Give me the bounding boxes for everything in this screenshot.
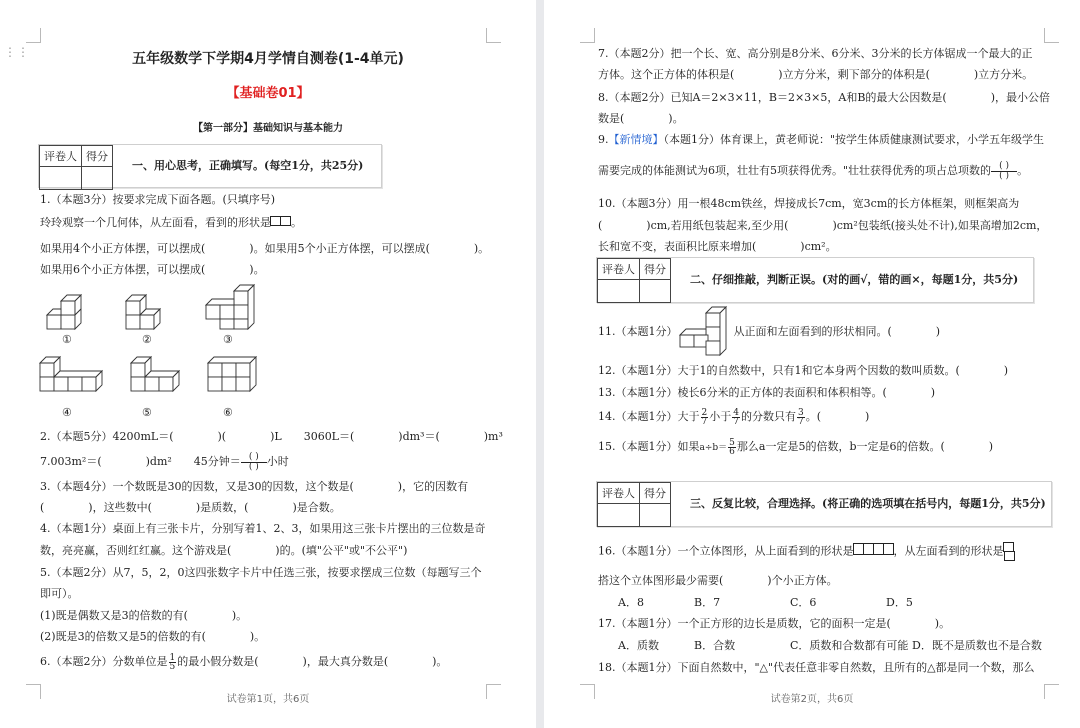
q3-line-2: ( )，这些数中( )是质数，( )是合数。 <box>40 501 341 514</box>
drag-handle-icon[interactable]: ⋮⋮ <box>4 45 30 59</box>
q1-text: 1.（本题3分）按要求完成下面各题。(只填序号) <box>40 193 276 206</box>
grader-label: 评卷人 <box>598 483 640 504</box>
q4-line-2: 数，亮亮赢，否则红红赢。这个游戏是( )的。(填"公平"或"不公平") <box>40 544 408 557</box>
left-view-shape-icon <box>1004 542 1015 561</box>
q13-line: 13.（本题1分）棱长6分米的正方体的表面积和体积相等。( ) <box>598 386 936 399</box>
crop-mark <box>1044 28 1059 43</box>
q18-line: 18.（本题1分）下面自然数中，"△"代表任意非零自然数，且所有的△都是同一个数，那么 <box>598 661 1035 674</box>
q11-cubes-icon <box>680 305 740 355</box>
q5-line-2: 即可）。 <box>40 587 79 600</box>
figure-label: ③ <box>223 333 233 346</box>
option-b[interactable]: B．合数 <box>694 639 736 652</box>
q2-line-2: 7.003m²＝( )dm² 45分钟＝ ( ) ( ) 小时 <box>40 451 289 472</box>
q12-line: 12.（本题1分）大于1的自然数中，只有1和它本身两个因数的数叫质数。( ) <box>598 364 1009 377</box>
score-label: 得分 <box>82 146 113 167</box>
option-b[interactable]: B．7 <box>694 596 721 609</box>
page-title: 五年级数学下学期4月学情自测卷(1-4单元) <box>132 51 404 67</box>
page-footer: 试卷第1页，共6页 <box>226 694 310 705</box>
section-3-title: 三、反复比较，合理选择。(将正确的选项填在括号内，每题1分，共5分) <box>690 497 1046 510</box>
crop-mark <box>580 28 595 43</box>
q15-line: 15.（本题1分）如果a÷b＝ $\frac{5}{6}$ 那么a一定是5的倍数，b一定是6的倍数。( ) <box>598 437 994 457</box>
page-2 <box>544 0 1080 728</box>
page-footer: 试卷第2页，共6页 <box>770 694 854 705</box>
option-c[interactable]: C．6 <box>790 596 817 609</box>
figure-label: ② <box>142 333 152 346</box>
option-d[interactable]: D．既不是质数也不是合数 <box>912 639 1042 652</box>
figure-label: ④ <box>62 406 72 419</box>
cube-figures <box>0 285 536 415</box>
q9-line-2: 需要完成的体能测试为6项，壮壮有5项获得优秀。"壮壮获得优秀的项占总项数的 ( ) ( ) 。 <box>598 160 1029 181</box>
page-1 <box>0 0 536 728</box>
q14-line: 14.（本题1分）大于 $\frac{2}{7}$ 小于 $\frac{4}{7}$ 的分数只有 $\frac{3}{7}$ 。( ) <box>598 407 870 427</box>
q10-line-3: 长和宽不变，表面积比原来增加( )cm²。 <box>598 240 837 253</box>
option-a[interactable]: A．质数 <box>618 639 659 652</box>
section-2-title: 二、仔细推敲，判断正误。(对的画√，错的画×，每题1分，共5分) <box>690 273 1019 286</box>
q7-line-2: 方体。这个正方体的体积是( )立方分米，剩下部分的体积是( )立方分米。 <box>598 68 1034 81</box>
score-label: 得分 <box>640 259 671 280</box>
figure-label: ⑤ <box>142 406 152 419</box>
score-label: 得分 <box>640 483 671 504</box>
figure-label: ① <box>62 333 72 346</box>
crop-mark <box>486 28 501 43</box>
q17-line: 17.（本题1分）一个正方形的边长是质数，它的面积一定是( )。 <box>598 617 951 630</box>
option-d[interactable]: D．5 <box>886 596 913 609</box>
grader-table <box>39 145 113 190</box>
new-context-tag: 【新情境】 <box>608 133 664 146</box>
q8-line-2: 数是( )。 <box>598 112 684 125</box>
grader-label: 评卷人 <box>598 259 640 280</box>
q6-line: 6.（本题2分）分数单位是 $\frac{1}{5}$ 的最小假分数是( )，最大真分数是( )。 <box>40 652 448 672</box>
grader-table <box>597 258 671 303</box>
q9-line-1: 9.【新情境】（本题1分）体育课上，黄老师说："按学生体质健康测试要求，小学五年级学生 <box>598 133 1045 146</box>
q3-line-1: 3.（本题4分）一个数既是30的因数，又是30的因数，这个数是( )，它的因数有 <box>40 480 469 493</box>
subtitle: 【基础卷01】 <box>226 86 310 101</box>
section-1-title: 一、用心思考，正确填写。(每空1分，共25分) <box>132 159 364 172</box>
score-cell[interactable] <box>82 167 113 190</box>
q16-line-1: 16.（本题1分）一个立体图形，从上面看到的形状是 ，从左面看到的形状是 <box>598 542 1015 561</box>
figure-label: ⑥ <box>223 406 233 419</box>
grader-table <box>597 482 671 527</box>
top-view-shape-icon <box>854 543 894 560</box>
q10-line-1: 10.（本题3分）用一根48cm铁丝，焊接成长7cm，宽3cm的长方体框架，则框架高为 <box>598 197 1020 210</box>
q5-line-1: 5.（本题2分）从7，5，2，0这四张数字卡片中任选三张，按要求摆成三位数（每题写三个 <box>40 566 482 579</box>
crop-mark <box>26 28 41 43</box>
q2-line-1: 2.（本题5分）4200mL＝( )( )L 3060L＝( )dm³＝( )m³ <box>40 430 503 443</box>
q7-line-1: 7.（本题2分）把一个长、宽、高分别是8分米、6分米、3分米的长方体锯成一个最大的正 <box>598 47 1033 60</box>
q1-line-3: 如果用4个小正方体摆，可以摆成( )。如果用5个小正方体摆，可以摆成( )。 <box>40 242 490 255</box>
option-c[interactable]: C．质数和合数都有可能 <box>790 639 909 652</box>
score-cell[interactable] <box>640 280 671 303</box>
q5-line-4: (2)既是3的倍数又是5的倍数的有( )。 <box>40 630 266 643</box>
left-view-shape-icon <box>271 216 291 230</box>
q1-line-4: 如果用6个小正方体摆，可以摆成( )。 <box>40 263 265 276</box>
q16-line-2: 搭这个立体图形最少需要( )个小正方体。 <box>598 574 838 587</box>
q10-line-2: ( )cm,若用纸包装起来,至少用( )cm²包装纸(接头处不计),如果高增加2cm， <box>598 219 1048 232</box>
q5-line-3: (1)既是偶数又是3的倍数的有( )。 <box>40 609 248 622</box>
grader-label: 评卷人 <box>40 146 82 167</box>
q4-line-1: 4.（本题1分）桌面上有三张卡片，分别写着1、2、3，如果用这三张卡片摆出的三位数是奇 <box>40 522 486 535</box>
q11-line: 11.（本题1分） 从正面和左面看到的形状相同。( ) <box>598 325 941 338</box>
option-a[interactable]: A．8 <box>618 596 644 609</box>
score-cell[interactable] <box>640 504 671 527</box>
grader-cell[interactable] <box>40 167 82 190</box>
grader-cell[interactable] <box>598 280 640 303</box>
part-heading: 【第一部分】基础知识与基本能力 <box>193 123 343 134</box>
q1-subtext: 玲玲观察一个几何体，从左面看，看到的形状是 。 <box>40 216 302 229</box>
q8-line-1: 8.（本题2分）已知A＝2×3×11，B＝2×3×5，A和B的最大公因数是( )，最小公倍 <box>598 91 1050 104</box>
grader-cell[interactable] <box>598 504 640 527</box>
